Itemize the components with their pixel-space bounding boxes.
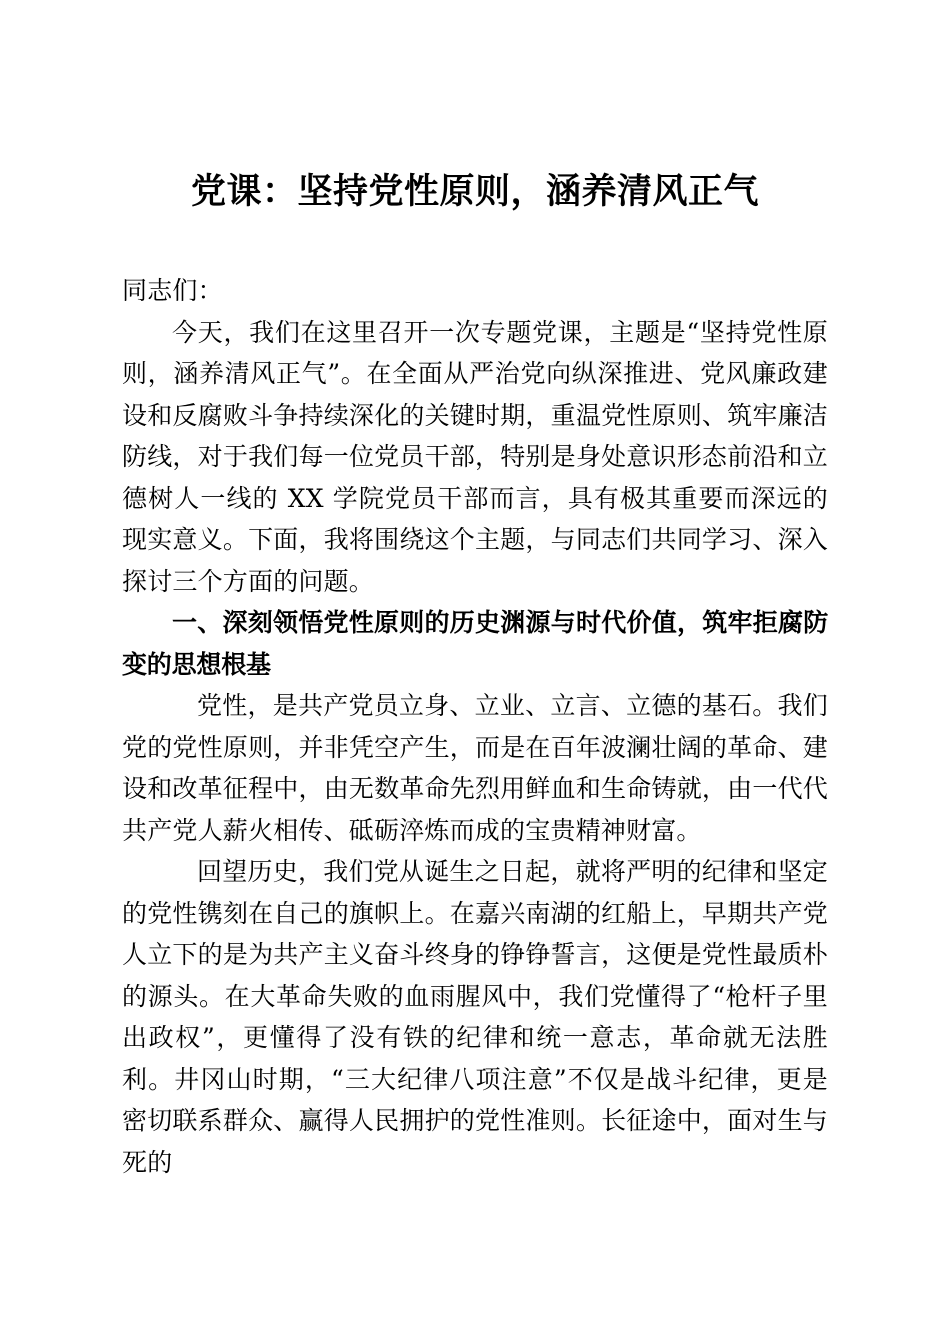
page-title: 党课：坚持党性原则，涵养清风正气 xyxy=(190,171,759,212)
section-heading-1: 一、深刻领悟党性原则的历史渊源与时代价值，筑牢拒腐防变的思想根基 xyxy=(122,608,828,679)
paragraph-1-2: 回望历史，我们党从诞生之日起，就将严明的纪律和坚定的党性镌刻在自己的旗帜上。在嘉兴南湖的红船上，早期共产党人立下的是为共产主义奋斗终身的铮铮誓言，这便是党性最质朴的源头。在大革命失败的血雨腥风中，我们党懂得了“枪杆子里出政权”，更懂得了没有铁的纪律和统一意志，革命就无法胜利。井冈山时期，“三大纪律八项注意”不仅是战斗纪律，更是密切联系群众、赢得人民拥护的党性准则。长征途中，面对生与死的 xyxy=(122,857,828,1177)
paragraph-intro: 今天，我们在这里召开一次专题党课，主题是“坚持党性原则，涵养清风正气”。在全面从严治党向纵深推进、党风廉政建设和反腐败斗争持续深化的关键时期，重温党性原则、筑牢廉洁防线，对于我们每一位党员干部，特别是身处意识形态前沿和立德树人一线的 XX 学院党员干部而言，具有极其重要而深远的现实意义。下面，我将围绕这个主题，与同志们共同学习、深入探讨三个方面的问题。 xyxy=(122,317,828,596)
paragraph-1-1: 党性，是共产党员立身、立业、立言、立德的基石。我们党的党性原则，并非凭空产生，而是在百年波澜壮阔的革命、建设和改革征程中，由无数革命先烈用鲜血和生命铸就，由一代代共产党人薪火相传、砥砺淬炼而成的宝贵精神财富。 xyxy=(122,691,828,845)
page-content xyxy=(122,0,828,1183)
salutation-line: 同志们： xyxy=(122,276,223,305)
